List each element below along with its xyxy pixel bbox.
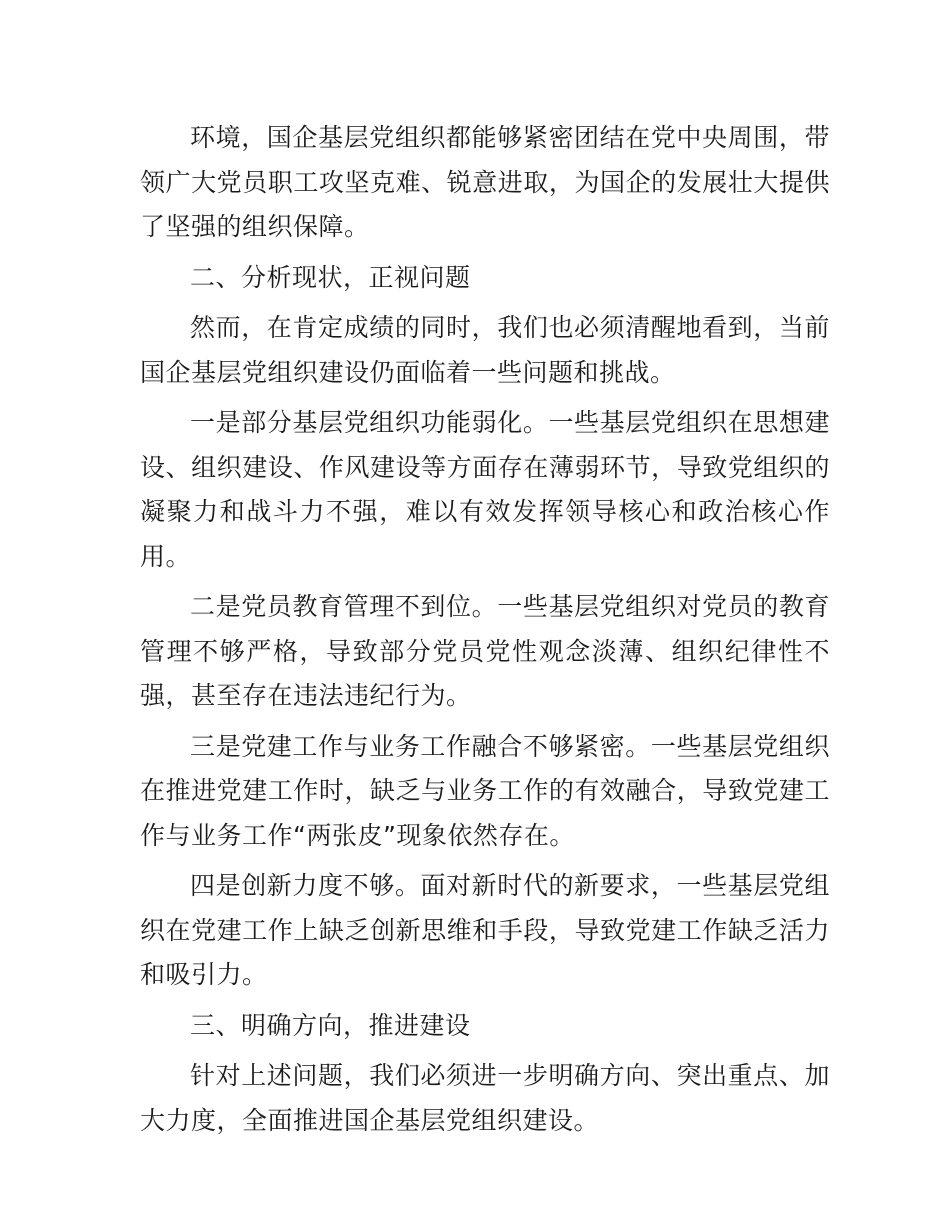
section-heading-3: 三、明确方向，推进建设 — [190, 1010, 471, 1040]
paragraph-current-situation: 然而，在肯定成绩的同时，我们也必须清醒地看到，当前国企基层党组织建设仍面临着一些问题和挑战。 — [140, 313, 830, 387]
document-body — [140, 116, 830, 1149]
paragraph-problem-4: 四是创新力度不够。面对新时代的新要求，一些基层党组织在党建工作上缺乏创新思维和手段，导致党建工作缺乏活力和吸引力。 — [140, 871, 830, 989]
paragraph-intro-continuation: 环境，国企基层党组织都能够紧密团结在党中央周围，带领广大党员职工攻坚克难、锐意进取，为国企的发展壮大提供了坚强的组织保障。 — [140, 123, 830, 241]
section-heading-2: 二、分析现状，正视问题 — [190, 262, 471, 292]
paragraph-problem-3: 三是党建工作与业务工作融合不够紧密。一些基层党组织在推进党建工作时，缺乏与业务工作的有效融合，导致党建工作与业务工作“两张皮”现象依然存在。 — [140, 731, 830, 850]
paragraph-problem-2: 二是党员教育管理不到位。一些基层党组织对党员的教育管理不够严格，导致部分党员党性观念淡薄、组织纪律性不强，甚至存在违法违纪行为。 — [140, 592, 830, 710]
paragraph-direction: 针对上述问题，我们必须进一步明确方向、突出重点、加大力度，全面推进国企基层党组织建设。 — [140, 1061, 830, 1135]
paragraph-problem-1: 一是部分基层党组织功能弱化。一些基层党组织在思想建设、组织建设、作风建设等方面存在薄弱环节，导致党组织的凝聚力和战斗力不强，难以有效发挥领导核心和政治核心作用。 — [140, 408, 830, 571]
